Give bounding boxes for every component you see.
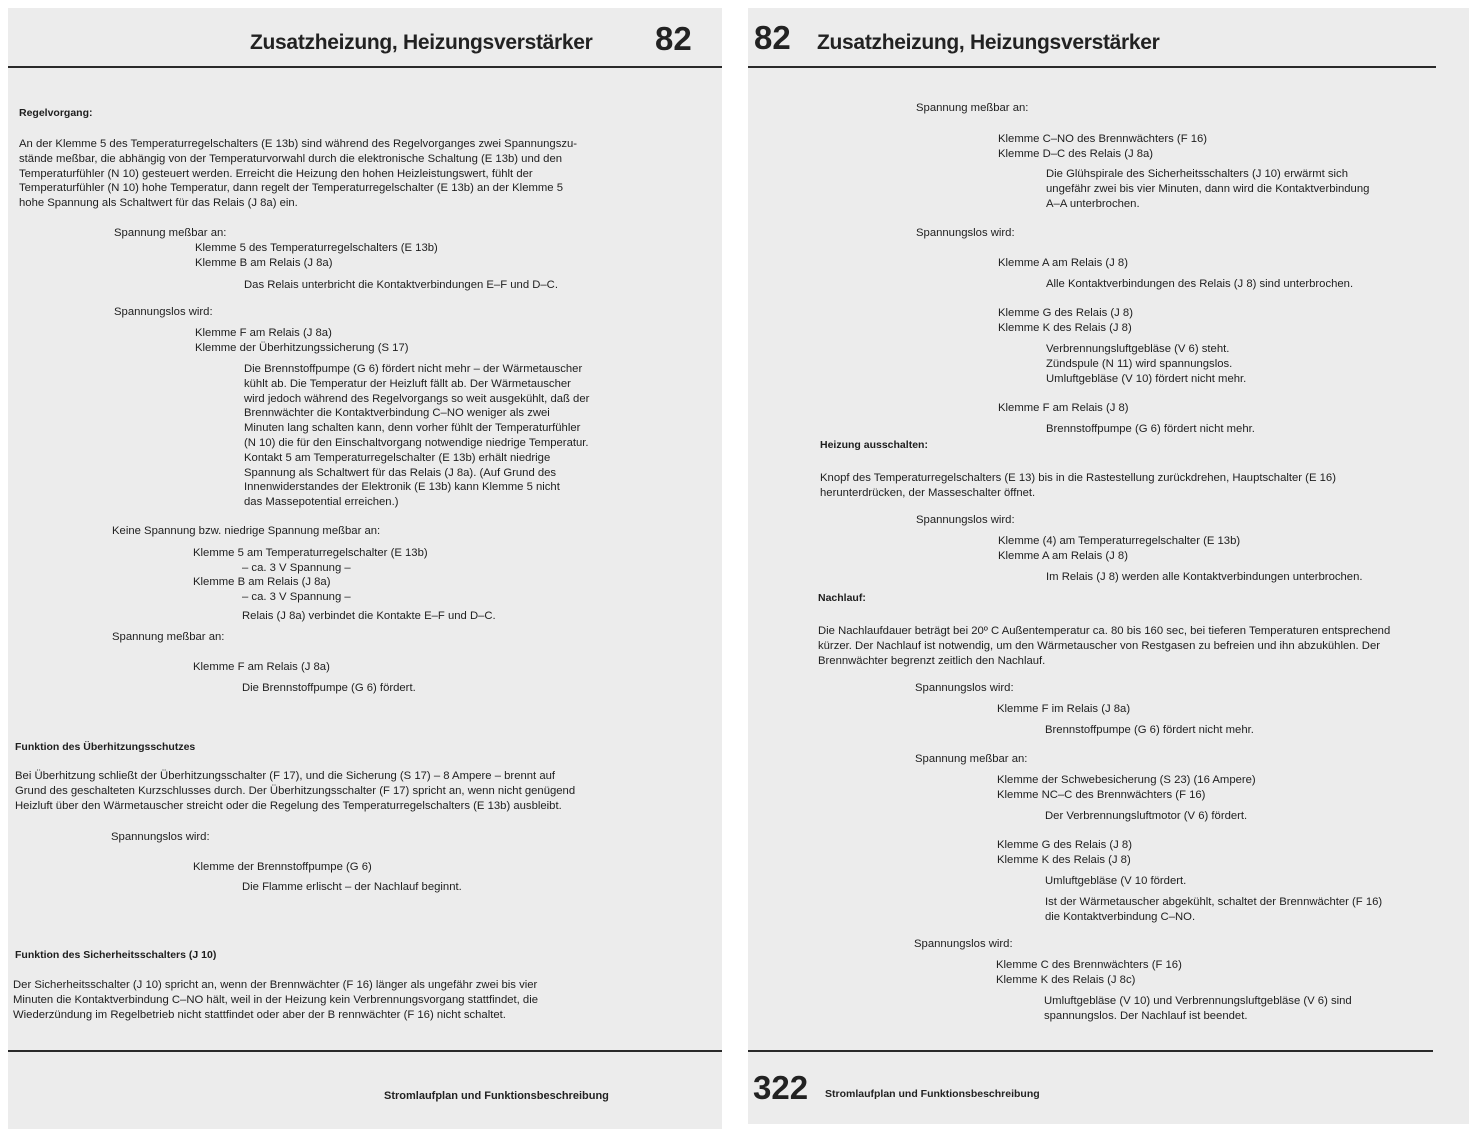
terminal-item: Klemme der Brennstoffpumpe (G 6)	[193, 861, 372, 873]
label-spannungslos: Spannungslos wird:	[915, 682, 1014, 694]
text-line: hohe Spannung als Schaltwert für das Relais (J 8a) ein.	[19, 197, 298, 210]
terminal-item: Klemme (4) am Temperaturregelschalter (E 13b)	[998, 535, 1241, 547]
result-text	[1045, 895, 1382, 925]
terminal-item: Klemme B am Relais (J 8a)	[193, 576, 331, 588]
right-header-chapter: 82	[754, 19, 791, 56]
label-spannung-messbar: Spannung meßbar an:	[916, 102, 1029, 114]
text-line: (N 10) die für den Einschaltvorgang notwendige niedrige Temperatur.	[244, 436, 589, 449]
terminal-item: Klemme C des Brennwächters (F 16)	[996, 959, 1182, 971]
terminal-item: Klemme G des Relais (J 8)	[998, 307, 1133, 319]
result-text: Alle Kontaktverbindungen des Relais (J 8) sind unterbrochen.	[1046, 278, 1354, 290]
text-line: Minuten die Kontaktverbindung C–NO hält, weil in der Heizung kein Verbrennungsvorgang stattfindet, die	[13, 993, 538, 1006]
terminal-item: Klemme F im Relais (J 8a)	[997, 703, 1131, 715]
result-text: Brennstoffpumpe (G 6) fördert nicht mehr.	[1046, 423, 1255, 435]
text-line: Wiederzündung im Regelbetrieb nicht stattfindet oder aber der B rennwächter (F 16) nicht schaltet.	[13, 1008, 506, 1021]
label-spannungslos: Spannungslos wird:	[914, 938, 1013, 950]
terminal-item: Klemme F am Relais (J 8a)	[195, 327, 332, 339]
text-line: Grund des geschalteten Kurzschlusses durch. Der Überhitzungsschalter (F 17) spricht an, wenn nicht genügend	[15, 784, 576, 797]
text-line: Spannung als Schaltwert für das Relais (J 8a). (Auf Grund des	[244, 466, 557, 479]
terminal-item: Klemme F am Relais (J 8a)	[193, 661, 330, 673]
text-line: Temperaturfühler (N 10) hohe Temperatur, dann regelt der Temperaturregelschalter (E 13b) an der Klemme 5	[19, 182, 563, 195]
label-spannung-messbar: Spannung meßbar an:	[114, 227, 227, 239]
label-spannungslos: Spannungslos wird:	[916, 227, 1015, 239]
text-line: An der Klemme 5 des Temperaturregelschalters (E 13b) sind während des Regelvorganges zwei Spannungszu-	[19, 138, 578, 150]
result-text	[1044, 994, 1352, 1024]
text-line: Die Brennstoffpumpe (G 6) fördert nicht mehr – der Wärmetauscher	[244, 363, 583, 375]
terminal-list	[998, 132, 1207, 162]
left-footer-text: Stromlaufplan und Funktionsbeschreibung	[384, 1090, 609, 1102]
terminal-list	[997, 773, 1256, 803]
label-spannungslos: Spannungslos wird:	[916, 514, 1015, 526]
paragraph-regelvorgang	[19, 137, 577, 211]
text-line: das Massepotential erreichen.)	[244, 496, 399, 509]
terminal-item: Klemme F am Relais (J 8)	[998, 402, 1129, 414]
terminal-item: Klemme A am Relais (J 8)	[998, 549, 1128, 562]
text-line: herunterdrücken, der Masseschalter öffnet.	[820, 486, 1036, 499]
text-line: Brennwächter die Kontaktverbindung C–NO weniger als zwei	[244, 407, 550, 420]
terminal-list	[997, 838, 1132, 868]
paragraph-nachlauf	[818, 624, 1390, 668]
text-line: ungefähr zwei bis vier Minuten, dann wird die Kontaktverbindung	[1046, 182, 1370, 195]
text-line: Umluftgebläse (V 10) fördert nicht mehr.	[1046, 372, 1247, 385]
heading-nachlauf: Nachlauf:	[818, 592, 866, 604]
result-text: Das Relais unterbricht die Kontaktverbindungen E–F und D–C.	[244, 279, 558, 291]
terminal-item: Klemme K des Relais (J 8)	[998, 321, 1132, 334]
label-keine-spannung: Keine Spannung bzw. niedrige Spannung meßbar an:	[112, 525, 381, 537]
text-line: A–A unterbrochen.	[1046, 197, 1140, 210]
text-line: Minuten lang schalten kann, denn vorher fühlt der Temperaturfühler	[244, 422, 581, 435]
terminal-item: Klemme C–NO des Brennwächters (F 16)	[998, 133, 1208, 145]
terminal-item: Klemme D–C des Relais (J 8a)	[998, 147, 1154, 160]
text-line: Verbrennungsluftgebläse (V 6) steht.	[1046, 343, 1230, 355]
terminal-item: Klemme NC–C des Brennwächters (F 16)	[997, 788, 1206, 801]
text-line: Umluftgebläse (V 10) und Verbrennungsluftgebläse (V 6) sind	[1044, 995, 1352, 1007]
label-spannungslos: Spannungslos wird:	[114, 306, 213, 318]
result-text: Umluftgebläse (V 10 fördert.	[1045, 875, 1187, 887]
text-line: kürzer. Der Nachlauf ist notwendig, um den Wärmetauscher von Restgasen zu befreien und ihn abzukühlen. Der	[818, 639, 1381, 652]
page-number: 322	[753, 1069, 809, 1106]
voltage-note: – ca. 3 V Spannung –	[242, 562, 351, 574]
text-line: Innenwiderstandes der Elektronik (E 13b) kann Klemme 5 nicht	[244, 481, 560, 494]
paragraph-ueberhitzungsschutz	[15, 769, 575, 813]
terminal-item: Klemme 5 am Temperaturregelschalter (E 13b)	[193, 547, 428, 559]
text-line: Die Nachlaufdauer beträgt bei 20º C Außentemperatur ca. 80 bis 160 sec, bei tieferen Temperaturen entsprechend	[818, 625, 1391, 637]
text-line: wird jedoch während des Regelvorgangs so weit ausgekühlt, daß der	[244, 392, 590, 405]
terminal-list	[996, 958, 1182, 988]
result-text	[244, 362, 589, 510]
result-text: Relais (J 8a) verbindet die Kontakte E–F und D–C.	[242, 610, 496, 622]
voltage-note: – ca. 3 V Spannung –	[242, 591, 351, 603]
paragraph-heizung-ausschalten	[820, 471, 1336, 501]
result-text: Im Relais (J 8) werden alle Kontaktverbindungen unterbrochen.	[1046, 571, 1363, 583]
text-line: spannungslos. Der Nachlauf ist beendet.	[1044, 1009, 1248, 1022]
right-footer-text: Stromlaufplan und Funktionsbeschreibung	[825, 1088, 1040, 1100]
terminal-item: Klemme 5 des Temperaturregelschalters (E 13b)	[195, 242, 438, 254]
text-line: Bei Überhitzung schließt der Überhitzungsschalter (F 17), und die Sicherung (S 17) – 8 Ampere – brennt auf	[15, 770, 556, 782]
terminal-list	[998, 306, 1133, 336]
left-header-rule	[8, 66, 722, 68]
text-line: Die Glühspirale des Sicherheitsschalters (J 10) erwärmt sich	[1046, 168, 1348, 180]
left-header-title: Zusatzheizung, Heizungsverstärker	[250, 31, 593, 54]
left-header-chapter: 82	[655, 20, 692, 57]
heading-sicherheitsschalter: Funktion des Sicherheitsschalters (J 10)	[15, 949, 217, 961]
terminal-item: Klemme der Schwebesicherung (S 23) (16 Ampere)	[997, 774, 1256, 786]
terminal-item: Klemme G des Relais (J 8)	[997, 839, 1132, 851]
text-line: Heizluft über den Wärmetauscher streicht oder die Regelung des Temperaturregelschalters (E 13b) ausbleibt.	[15, 799, 562, 812]
terminal-item: Klemme K des Relais (J 8c)	[996, 973, 1136, 986]
label-spannung-messbar: Spannung meßbar an:	[112, 631, 225, 643]
text-line: Temperaturfühler (N 10) gesteuert werden. Erreicht die Heizung den hohen Heizleistungswert, fühlt der	[19, 167, 533, 180]
text-line: Brennwächter begrenzt zeitlich den Nachlauf.	[818, 654, 1046, 667]
heading-heizung-ausschalten: Heizung ausschalten:	[820, 439, 928, 451]
label-spannungslos: Spannungslos wird:	[111, 831, 210, 843]
text-line: kühlt ab. Die Temperatur der Heizluft fällt ab. Der Wärmetauscher	[244, 377, 571, 390]
right-header-title: Zusatzheizung, Heizungsverstärker	[817, 31, 1160, 54]
right-header-rule	[748, 66, 1436, 68]
result-text	[1046, 167, 1369, 211]
text-line: stände meßbar, die abhängig von der Temperaturvorwahl durch die elektronische Schaltung (E 13b) und den	[19, 152, 563, 165]
terminal-item: Klemme B am Relais (J 8a)	[195, 256, 333, 269]
text-line: Der Sicherheitsschalter (J 10) spricht an, wenn der Brennwächter (F 16) länger als ungefähr zwei bis vier	[13, 979, 538, 991]
terminal-list	[195, 326, 408, 356]
text-line: Kontakt 5 am Temperaturregelschalter (E 13b) erhält niedrige	[244, 451, 551, 464]
text-line: Zündspule (N 11) wird spannungslos.	[1046, 357, 1233, 370]
heading-regelvorgang: Regelvorgang:	[19, 107, 93, 119]
terminal-item: Klemme K des Relais (J 8)	[997, 853, 1131, 866]
result-text: Die Flamme erlischt – der Nachlauf beginnt.	[242, 881, 462, 893]
result-text: Die Brennstoffpumpe (G 6) fördert.	[242, 682, 416, 694]
heading-ueberhitzungsschutz: Funktion des Überhitzungsschutzes	[15, 741, 196, 753]
terminal-list	[998, 534, 1240, 564]
right-footer-rule	[748, 1050, 1433, 1052]
terminal-item: Klemme der Überhitzungssicherung (S 17)	[195, 341, 409, 354]
text-line: Ist der Wärmetauscher abgekühlt, schaltet der Brennwächter (F 16)	[1045, 896, 1383, 908]
label-spannung-messbar: Spannung meßbar an:	[915, 753, 1028, 765]
result-text: Brennstoffpumpe (G 6) fördert nicht mehr.	[1045, 724, 1254, 736]
text-line: die Kontaktverbindung C–NO.	[1045, 910, 1196, 923]
paragraph-sicherheitsschalter	[13, 978, 538, 1022]
terminal-item: Klemme A am Relais (J 8)	[998, 257, 1128, 269]
text-line: Knopf des Temperaturregelschalters (E 13) bis in die Rastestellung zurückdrehen, Hauptschalter (E 16)	[820, 472, 1336, 484]
result-text	[1046, 342, 1246, 386]
left-footer-rule	[8, 1050, 722, 1052]
terminal-list	[195, 241, 438, 271]
result-text: Der Verbrennungsluftmotor (V 6) fördert.	[1045, 810, 1248, 822]
